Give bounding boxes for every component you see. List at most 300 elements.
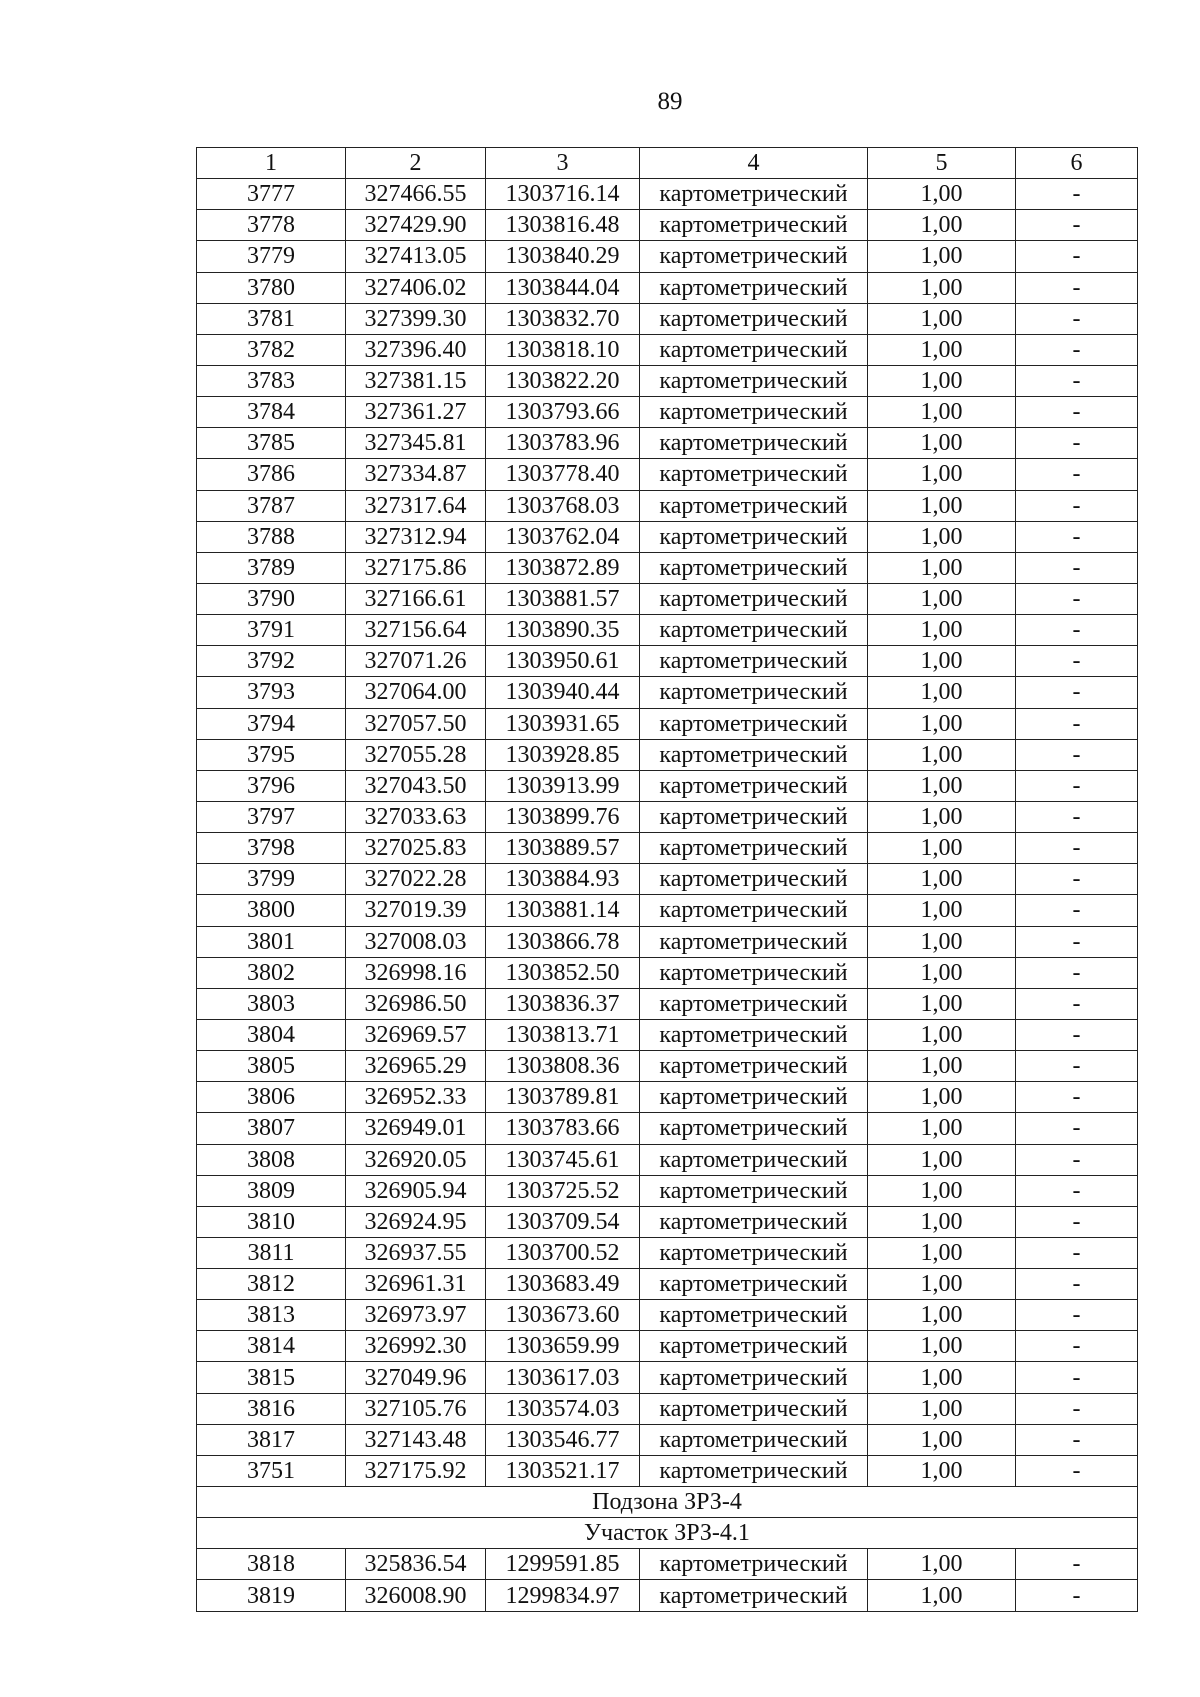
accuracy-cell: 1,00	[868, 583, 1016, 614]
accuracy-cell: 1,00	[868, 1082, 1016, 1113]
table-row	[197, 646, 1138, 677]
method-cell: картометрический	[640, 801, 868, 832]
y-coordinate-cell: 1303793.66	[486, 397, 640, 428]
accuracy-cell: 1,00	[868, 1113, 1016, 1144]
method-cell: картометрический	[640, 1051, 868, 1082]
method-cell: картометрический	[640, 1175, 868, 1206]
table-body-part1	[197, 179, 1138, 1487]
accuracy-cell: 1,00	[868, 1362, 1016, 1393]
y-coordinate-cell: 1303822.20	[486, 365, 640, 396]
point-number-cell: 3791	[197, 615, 346, 646]
point-number-cell: 3783	[197, 365, 346, 396]
table-row	[197, 926, 1138, 957]
note-cell: -	[1016, 1175, 1138, 1206]
table-row	[197, 988, 1138, 1019]
x-coordinate-cell: 326949.01	[346, 1113, 486, 1144]
y-coordinate-cell: 1303546.77	[486, 1424, 640, 1455]
method-cell: картометрический	[640, 1549, 868, 1580]
note-cell: -	[1016, 1549, 1138, 1580]
table-row	[197, 1144, 1138, 1175]
method-cell: картометрический	[640, 1019, 868, 1050]
table-row	[197, 1206, 1138, 1237]
y-coordinate-cell: 1303950.61	[486, 646, 640, 677]
table-row	[197, 552, 1138, 583]
x-coordinate-cell: 327175.92	[346, 1455, 486, 1486]
y-coordinate-cell: 1303928.85	[486, 739, 640, 770]
method-cell: картометрический	[640, 1113, 868, 1144]
method-cell: картометрический	[640, 1206, 868, 1237]
y-coordinate-cell: 1303866.78	[486, 926, 640, 957]
y-coordinate-cell: 1299591.85	[486, 1549, 640, 1580]
point-number-cell: 3806	[197, 1082, 346, 1113]
point-number-cell: 3810	[197, 1206, 346, 1237]
y-coordinate-cell: 1303872.89	[486, 552, 640, 583]
point-number-cell: 3794	[197, 708, 346, 739]
x-coordinate-cell: 327049.96	[346, 1362, 486, 1393]
point-number-cell: 3796	[197, 770, 346, 801]
note-cell: -	[1016, 272, 1138, 303]
y-coordinate-cell: 1303617.03	[486, 1362, 640, 1393]
method-cell: картометрический	[640, 179, 868, 210]
point-number-cell: 3781	[197, 303, 346, 334]
method-cell: картометрический	[640, 646, 868, 677]
table-row	[197, 583, 1138, 614]
x-coordinate-cell: 327345.81	[346, 428, 486, 459]
point-number-cell: 3793	[197, 677, 346, 708]
accuracy-cell: 1,00	[868, 1237, 1016, 1268]
point-number-cell: 3815	[197, 1362, 346, 1393]
point-number-cell: 3814	[197, 1331, 346, 1362]
point-number-cell: 3784	[197, 397, 346, 428]
x-coordinate-cell: 327025.83	[346, 833, 486, 864]
x-coordinate-cell: 326998.16	[346, 957, 486, 988]
table-row	[197, 1019, 1138, 1050]
accuracy-cell: 1,00	[868, 179, 1016, 210]
plot-row	[197, 1518, 1138, 1549]
y-coordinate-cell: 1303852.50	[486, 957, 640, 988]
table-row	[197, 521, 1138, 552]
y-coordinate-cell: 1303899.76	[486, 801, 640, 832]
table-row	[197, 490, 1138, 521]
accuracy-cell: 1,00	[868, 957, 1016, 988]
note-cell: -	[1016, 397, 1138, 428]
method-cell: картометрический	[640, 1393, 868, 1424]
point-number-cell: 3778	[197, 210, 346, 241]
accuracy-cell: 1,00	[868, 1206, 1016, 1237]
method-cell: картометрический	[640, 552, 868, 583]
note-cell: -	[1016, 459, 1138, 490]
accuracy-cell: 1,00	[868, 428, 1016, 459]
point-number-cell: 3789	[197, 552, 346, 583]
note-cell: -	[1016, 334, 1138, 365]
header-cell: 2	[346, 148, 486, 179]
table-row	[197, 708, 1138, 739]
method-cell: картометрический	[640, 770, 868, 801]
table-row	[197, 895, 1138, 926]
point-number-cell: 3808	[197, 1144, 346, 1175]
method-cell: картометрический	[640, 459, 868, 490]
table-row	[197, 1393, 1138, 1424]
x-coordinate-cell: 327429.90	[346, 210, 486, 241]
table-row	[197, 1549, 1138, 1580]
x-coordinate-cell: 326969.57	[346, 1019, 486, 1050]
x-coordinate-cell: 326952.33	[346, 1082, 486, 1113]
note-cell: -	[1016, 1424, 1138, 1455]
method-cell: картометрический	[640, 895, 868, 926]
point-number-cell: 3811	[197, 1237, 346, 1268]
accuracy-cell: 1,00	[868, 739, 1016, 770]
method-cell: картометрический	[640, 428, 868, 459]
y-coordinate-cell: 1303673.60	[486, 1300, 640, 1331]
accuracy-cell: 1,00	[868, 459, 1016, 490]
table-body-part2	[197, 1549, 1138, 1611]
table-row	[197, 1424, 1138, 1455]
x-coordinate-cell: 326992.30	[346, 1331, 486, 1362]
method-cell: картометрический	[640, 1269, 868, 1300]
note-cell: -	[1016, 770, 1138, 801]
accuracy-cell: 1,00	[868, 895, 1016, 926]
accuracy-cell: 1,00	[868, 521, 1016, 552]
table-row	[197, 1113, 1138, 1144]
x-coordinate-cell: 327413.05	[346, 241, 486, 272]
note-cell: -	[1016, 1580, 1138, 1611]
y-coordinate-cell: 1303931.65	[486, 708, 640, 739]
method-cell: картометрический	[640, 303, 868, 334]
y-coordinate-cell: 1303574.03	[486, 1393, 640, 1424]
note-cell: -	[1016, 1082, 1138, 1113]
x-coordinate-cell: 326008.90	[346, 1580, 486, 1611]
note-cell: -	[1016, 1019, 1138, 1050]
accuracy-cell: 1,00	[868, 708, 1016, 739]
y-coordinate-cell: 1303881.57	[486, 583, 640, 614]
method-cell: картометрический	[640, 615, 868, 646]
point-number-cell: 3786	[197, 459, 346, 490]
y-coordinate-cell: 1303884.93	[486, 864, 640, 895]
x-coordinate-cell: 327396.40	[346, 334, 486, 365]
table-row	[197, 615, 1138, 646]
x-coordinate-cell: 327008.03	[346, 926, 486, 957]
method-cell: картометрический	[640, 365, 868, 396]
x-coordinate-cell: 327033.63	[346, 801, 486, 832]
accuracy-cell: 1,00	[868, 677, 1016, 708]
accuracy-cell: 1,00	[868, 1175, 1016, 1206]
x-coordinate-cell: 327361.27	[346, 397, 486, 428]
point-number-cell: 3790	[197, 583, 346, 614]
x-coordinate-cell: 327105.76	[346, 1393, 486, 1424]
table-row	[197, 864, 1138, 895]
note-cell: -	[1016, 303, 1138, 334]
accuracy-cell: 1,00	[868, 210, 1016, 241]
y-coordinate-cell: 1303725.52	[486, 1175, 640, 1206]
table-section-headers	[197, 1487, 1138, 1549]
accuracy-cell: 1,00	[868, 272, 1016, 303]
note-cell: -	[1016, 1362, 1138, 1393]
accuracy-cell: 1,00	[868, 615, 1016, 646]
header-row	[197, 148, 1138, 179]
point-number-cell: 3812	[197, 1269, 346, 1300]
x-coordinate-cell: 326961.31	[346, 1269, 486, 1300]
table-row	[197, 833, 1138, 864]
note-cell: -	[1016, 241, 1138, 272]
method-cell: картометрический	[640, 1362, 868, 1393]
point-number-cell: 3785	[197, 428, 346, 459]
point-number-cell: 3779	[197, 241, 346, 272]
x-coordinate-cell: 327399.30	[346, 303, 486, 334]
x-coordinate-cell: 327071.26	[346, 646, 486, 677]
x-coordinate-cell: 327175.86	[346, 552, 486, 583]
y-coordinate-cell: 1303940.44	[486, 677, 640, 708]
table-row	[197, 210, 1138, 241]
note-cell: -	[1016, 1393, 1138, 1424]
header-cell: 1	[197, 148, 346, 179]
y-coordinate-cell: 1303745.61	[486, 1144, 640, 1175]
table-row	[197, 1300, 1138, 1331]
table-row	[197, 770, 1138, 801]
x-coordinate-cell: 327166.61	[346, 583, 486, 614]
x-coordinate-cell: 327055.28	[346, 739, 486, 770]
accuracy-cell: 1,00	[868, 801, 1016, 832]
table-row	[197, 303, 1138, 334]
header-cell: 5	[868, 148, 1016, 179]
method-cell: картометрический	[640, 1455, 868, 1486]
y-coordinate-cell: 1303768.03	[486, 490, 640, 521]
method-cell: картометрический	[640, 708, 868, 739]
table-row	[197, 1051, 1138, 1082]
x-coordinate-cell: 326986.50	[346, 988, 486, 1019]
y-coordinate-cell: 1303836.37	[486, 988, 640, 1019]
method-cell: картометрический	[640, 397, 868, 428]
note-cell: -	[1016, 521, 1138, 552]
note-cell: -	[1016, 708, 1138, 739]
x-coordinate-cell: 327317.64	[346, 490, 486, 521]
y-coordinate-cell: 1303683.49	[486, 1269, 640, 1300]
method-cell: картометрический	[640, 490, 868, 521]
accuracy-cell: 1,00	[868, 1331, 1016, 1362]
note-cell: -	[1016, 739, 1138, 770]
y-coordinate-cell: 1303783.96	[486, 428, 640, 459]
x-coordinate-cell: 327156.64	[346, 615, 486, 646]
table-row	[197, 739, 1138, 770]
note-cell: -	[1016, 428, 1138, 459]
accuracy-cell: 1,00	[868, 1300, 1016, 1331]
accuracy-cell: 1,00	[868, 1424, 1016, 1455]
header-cell: 4	[640, 148, 868, 179]
point-number-cell: 3817	[197, 1424, 346, 1455]
accuracy-cell: 1,00	[868, 1393, 1016, 1424]
note-cell: -	[1016, 677, 1138, 708]
table-row	[197, 334, 1138, 365]
x-coordinate-cell: 327019.39	[346, 895, 486, 926]
x-coordinate-cell: 327057.50	[346, 708, 486, 739]
point-number-cell: 3804	[197, 1019, 346, 1050]
x-coordinate-cell: 327406.02	[346, 272, 486, 303]
accuracy-cell: 1,00	[868, 926, 1016, 957]
note-cell: -	[1016, 210, 1138, 241]
x-coordinate-cell: 327022.28	[346, 864, 486, 895]
accuracy-cell: 1,00	[868, 1019, 1016, 1050]
point-number-cell: 3801	[197, 926, 346, 957]
accuracy-cell: 1,00	[868, 303, 1016, 334]
method-cell: картометрический	[640, 583, 868, 614]
y-coordinate-cell: 1303890.35	[486, 615, 640, 646]
point-number-cell: 3819	[197, 1580, 346, 1611]
point-number-cell: 3803	[197, 988, 346, 1019]
x-coordinate-cell: 327143.48	[346, 1424, 486, 1455]
y-coordinate-cell: 1299834.97	[486, 1580, 640, 1611]
table-row	[197, 241, 1138, 272]
method-cell: картометрический	[640, 1300, 868, 1331]
note-cell: -	[1016, 365, 1138, 396]
note-cell: -	[1016, 490, 1138, 521]
method-cell: картометрический	[640, 1082, 868, 1113]
y-coordinate-cell: 1303709.54	[486, 1206, 640, 1237]
table-row	[197, 1175, 1138, 1206]
point-number-cell: 3813	[197, 1300, 346, 1331]
x-coordinate-cell: 327381.15	[346, 365, 486, 396]
method-cell: картометрический	[640, 334, 868, 365]
x-coordinate-cell: 327064.00	[346, 677, 486, 708]
method-cell: картометрический	[640, 833, 868, 864]
x-coordinate-cell: 327043.50	[346, 770, 486, 801]
x-coordinate-cell: 327466.55	[346, 179, 486, 210]
table-row	[197, 1082, 1138, 1113]
x-coordinate-cell: 326965.29	[346, 1051, 486, 1082]
point-number-cell: 3780	[197, 272, 346, 303]
page-number: 89	[657, 88, 683, 115]
accuracy-cell: 1,00	[868, 646, 1016, 677]
note-cell: -	[1016, 1144, 1138, 1175]
plot-title: Участок ЗРЗ-4.1	[197, 1518, 1138, 1549]
table-row	[197, 365, 1138, 396]
accuracy-cell: 1,00	[868, 241, 1016, 272]
note-cell: -	[1016, 1331, 1138, 1362]
y-coordinate-cell: 1303881.14	[486, 895, 640, 926]
point-number-cell: 3777	[197, 179, 346, 210]
subzone-title: Подзона ЗРЗ-4	[197, 1487, 1138, 1518]
note-cell: -	[1016, 1237, 1138, 1268]
table-row	[197, 272, 1138, 303]
point-number-cell: 3798	[197, 833, 346, 864]
table-row	[197, 801, 1138, 832]
accuracy-cell: 1,00	[868, 1455, 1016, 1486]
point-number-cell: 3807	[197, 1113, 346, 1144]
method-cell: картометрический	[640, 739, 868, 770]
x-coordinate-cell: 325836.54	[346, 1549, 486, 1580]
y-coordinate-cell: 1303818.10	[486, 334, 640, 365]
point-number-cell: 3795	[197, 739, 346, 770]
x-coordinate-cell: 326937.55	[346, 1237, 486, 1268]
y-coordinate-cell: 1303913.99	[486, 770, 640, 801]
note-cell: -	[1016, 926, 1138, 957]
method-cell: картометрический	[640, 1424, 868, 1455]
table-row	[197, 459, 1138, 490]
accuracy-cell: 1,00	[868, 1549, 1016, 1580]
table-row	[197, 1362, 1138, 1393]
table-row	[197, 1237, 1138, 1268]
table-row	[197, 179, 1138, 210]
method-cell: картометрический	[640, 1144, 868, 1175]
method-cell: картометрический	[640, 926, 868, 957]
accuracy-cell: 1,00	[868, 988, 1016, 1019]
y-coordinate-cell: 1303813.71	[486, 1019, 640, 1050]
x-coordinate-cell: 326905.94	[346, 1175, 486, 1206]
point-number-cell: 3816	[197, 1393, 346, 1424]
y-coordinate-cell: 1303778.40	[486, 459, 640, 490]
accuracy-cell: 1,00	[868, 1269, 1016, 1300]
method-cell: картометрический	[640, 521, 868, 552]
note-cell: -	[1016, 957, 1138, 988]
method-cell: картометрический	[640, 988, 868, 1019]
accuracy-cell: 1,00	[868, 1051, 1016, 1082]
y-coordinate-cell: 1303840.29	[486, 241, 640, 272]
y-coordinate-cell: 1303783.66	[486, 1113, 640, 1144]
table-row	[197, 957, 1138, 988]
note-cell: -	[1016, 615, 1138, 646]
accuracy-cell: 1,00	[868, 864, 1016, 895]
point-number-cell: 3751	[197, 1455, 346, 1486]
accuracy-cell: 1,00	[868, 397, 1016, 428]
note-cell: -	[1016, 1269, 1138, 1300]
method-cell: картометрический	[640, 677, 868, 708]
coordinates-table	[196, 147, 1138, 1612]
y-coordinate-cell: 1303832.70	[486, 303, 640, 334]
accuracy-cell: 1,00	[868, 334, 1016, 365]
accuracy-cell: 1,00	[868, 833, 1016, 864]
accuracy-cell: 1,00	[868, 770, 1016, 801]
table-row	[197, 428, 1138, 459]
x-coordinate-cell: 327312.94	[346, 521, 486, 552]
note-cell: -	[1016, 1051, 1138, 1082]
note-cell: -	[1016, 833, 1138, 864]
table-row	[197, 1455, 1138, 1486]
method-cell: картометрический	[640, 1331, 868, 1362]
accuracy-cell: 1,00	[868, 1580, 1016, 1611]
note-cell: -	[1016, 179, 1138, 210]
method-cell: картометрический	[640, 210, 868, 241]
note-cell: -	[1016, 646, 1138, 677]
accuracy-cell: 1,00	[868, 365, 1016, 396]
y-coordinate-cell: 1303808.36	[486, 1051, 640, 1082]
method-cell: картометрический	[640, 864, 868, 895]
x-coordinate-cell: 326920.05	[346, 1144, 486, 1175]
method-cell: картометрический	[640, 272, 868, 303]
point-number-cell: 3792	[197, 646, 346, 677]
point-number-cell: 3800	[197, 895, 346, 926]
point-number-cell: 3797	[197, 801, 346, 832]
note-cell: -	[1016, 552, 1138, 583]
x-coordinate-cell: 327334.87	[346, 459, 486, 490]
method-cell: картометрический	[640, 1237, 868, 1268]
method-cell: картометрический	[640, 241, 868, 272]
point-number-cell: 3799	[197, 864, 346, 895]
table-row	[197, 1269, 1138, 1300]
y-coordinate-cell: 1303816.48	[486, 210, 640, 241]
note-cell: -	[1016, 1455, 1138, 1486]
note-cell: -	[1016, 1300, 1138, 1331]
y-coordinate-cell: 1303659.99	[486, 1331, 640, 1362]
note-cell: -	[1016, 1113, 1138, 1144]
point-number-cell: 3818	[197, 1549, 346, 1580]
note-cell: -	[1016, 864, 1138, 895]
y-coordinate-cell: 1303700.52	[486, 1237, 640, 1268]
note-cell: -	[1016, 1206, 1138, 1237]
point-number-cell: 3782	[197, 334, 346, 365]
table-row	[197, 1580, 1138, 1611]
point-number-cell: 3787	[197, 490, 346, 521]
header-cell: 6	[1016, 148, 1138, 179]
y-coordinate-cell: 1303889.57	[486, 833, 640, 864]
x-coordinate-cell: 326973.97	[346, 1300, 486, 1331]
